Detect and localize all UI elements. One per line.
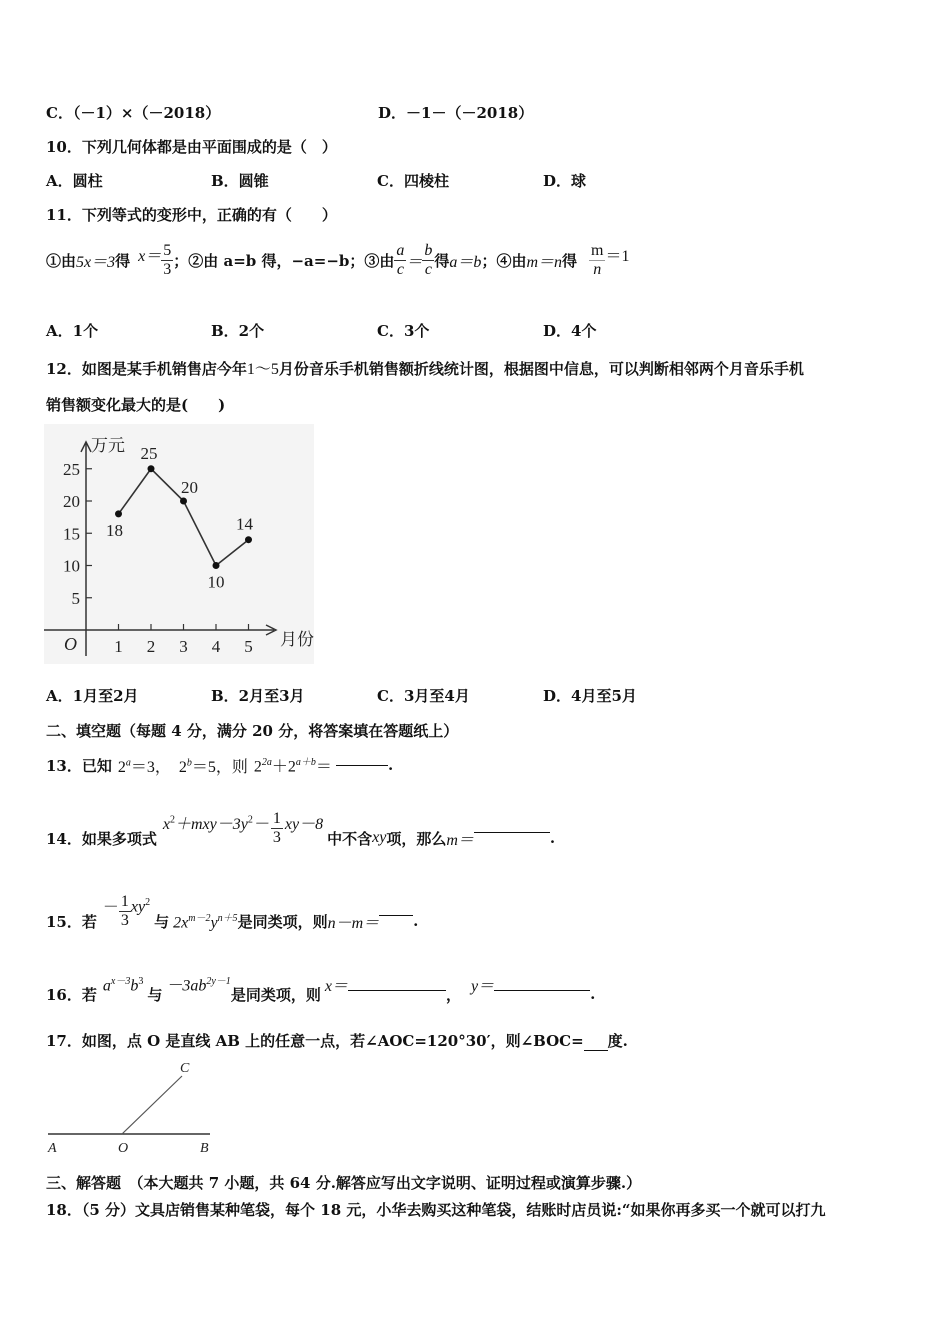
q17-stem-line [46,1030,628,1051]
q14-xy: xy [372,829,387,846]
q11-eq1: 5x＝3 [76,253,116,271]
q11-option-b: B．2个 [211,322,265,340]
q13-base-2: 2 [178,758,187,776]
q12-stem-line1 [46,356,804,379]
q11-meqn: m＝n [526,253,563,271]
q11-frac-a: a [396,241,405,259]
q11-text-6: 得 [562,251,578,270]
point-o-label: O [118,1141,129,1156]
q14-poly-a [163,811,269,834]
q16-end: . [590,985,596,1003]
q10-stem: 10．下列几何体都是由平面围成的是（ ） [46,138,337,156]
q11-option-c: C．3个 [377,322,430,340]
q13-exp-4: a＋b [295,757,316,769]
q12-option-b: B．2月至3月 [211,687,305,705]
q11-frac-num: 5 [163,241,172,259]
q15-end: . [413,912,419,930]
q13-base-3: 2 [253,758,262,776]
q12-stem-line2: 销售额变化最大的是( ) [46,396,226,414]
q11-frac-c2: c [424,260,432,278]
q11-frac-n: n [593,260,602,278]
q9-option-c: C．（－1）×（－2018） [46,104,221,122]
x-tick-label: 4 [211,637,221,656]
q13-expr-1 [118,754,171,777]
q12-stem-a: 12．如图是某手机销售店今年 [46,360,247,378]
q15-mid: 与 [154,912,170,931]
q11-aeqb: a＝b [449,253,482,271]
q13 [46,748,393,782]
data-label: 10 [207,572,225,592]
q13-answer-blank[interactable] [336,765,388,766]
q16-answer-blank-x[interactable] [348,990,446,991]
x-tick-label: 3 [179,637,188,656]
q13-end: . [387,756,394,774]
q16-mid2: 是同类项，则 [230,985,321,1004]
q9-option-d: D．－1－（－2018） [378,104,534,122]
q13-base-1: 2 [117,758,126,776]
q14-mid: 中不含 [327,829,373,848]
q17-end: 度. [607,1032,628,1050]
q11-eq-one: ＝1 [605,247,630,265]
q16-term-2 [166,972,230,995]
q14-frac-den: 3 [272,828,281,846]
q14-mid2: 项，那么 [386,829,447,848]
data-point [245,536,252,543]
q13-val-1: ＝3， [130,758,171,776]
q15 [46,886,418,936]
q15-answer-blank[interactable] [379,915,413,916]
q13-exp-2: b [186,757,192,769]
q15-sup-1: 2 [145,897,151,909]
q14-frac-num: 1 [272,809,281,827]
q11-stem: 11．下列等式的变形中，正确的有（ ） [46,206,337,224]
data-point [213,562,220,569]
y-axis-title: 万元 [91,435,125,455]
q16-term-1 [103,972,143,995]
sales-line-chart [44,424,314,664]
q12-stem-b: 月份音乐手机销售额折线统计图，根据图中信息，可以判断相邻两个月音乐手机 [278,360,804,378]
q10-option-c: C．四棱柱 [377,172,449,190]
q11-xeq: x＝ [138,247,162,265]
q15-term-2 [173,909,237,932]
q11-frac-a-c [394,242,406,279]
q16-sup-2: 3 [138,976,144,988]
q11-text-4: 得 [434,251,450,270]
q15-xy: xy [130,898,146,916]
data-point [115,510,122,517]
x-tick-label: 5 [244,637,253,656]
q14-poly-b: ＋mxy－3y [174,815,248,833]
q16-b: b [130,977,139,995]
q14-end: . [549,829,556,847]
q11-option-d: D．4个 [543,322,597,340]
q13-exp-3: 2a [261,757,272,769]
q11-frac-m: m [591,241,604,259]
q16-mid: 与 [147,985,163,1004]
q15-2x: 2x [173,914,189,932]
q15-sup-3: n＋5 [217,913,238,925]
data-label: 18 [106,520,123,540]
x-tick-label: 1 [114,637,123,656]
q15-nm: n－m＝ [327,914,380,932]
q14-sup-2: 2 [169,814,175,826]
data-label: 25 [140,443,158,463]
q11-frac-c: c [396,260,404,278]
x-axis-title: 月份 [280,630,314,649]
q14-lead: 14．如果多项式 [46,829,157,848]
q16-y: y＝ [470,977,495,995]
q15-frac-num: 1 [120,892,129,910]
point-a-label: A [48,1141,57,1156]
q11-text-1: ①由 [46,251,77,270]
q11-text-3: ；②由 a=b 得，−a=−b；③由 [173,251,395,270]
data-label: 20 [181,478,198,497]
q10-option-b: B．圆锥 [211,172,269,190]
q17-stem: 17．如图，点 O 是直线 AB 上的任意一点，若∠AOC=120°30′，则∠BOC= [46,1032,584,1050]
q11-frac-5-3 [161,242,173,279]
section-2-title: 二、填空题（每题 4 分，满分 20 分，将答案填在答题纸上） [46,722,459,740]
q14-x: x [162,815,170,833]
q15-mid2: 是同类项，则 [237,912,328,931]
q15-neg: － [102,898,119,916]
q15-sup-2: m－2 [188,913,211,925]
point-c-label: C [180,1061,190,1076]
q16-lead: 16．若 [46,985,97,1004]
q15-frac-den: 3 [120,911,129,929]
q16-sup-3: 2y－1 [206,976,231,988]
q11-frac-b-c [422,242,434,279]
q11-frac-den: 3 [163,260,172,278]
q11-frac-b: b [424,241,433,259]
q12-option-d: D．4月至5月 [543,687,637,705]
q13-expr-2 [179,754,248,777]
y-tick-label: 15 [63,524,80,544]
q11-text-2: 得 [115,251,131,270]
q14-frac-1-3 [271,810,283,847]
y-tick-label: 20 [63,492,80,511]
q14-m: m＝ [446,831,474,849]
q16-3ab: －3ab [166,977,207,995]
q13-exp-1: a [125,757,131,769]
x-tick-label: 2 [146,637,156,656]
q16-answer-blank-y[interactable] [494,990,590,991]
origin-label: O [64,634,77,654]
q13-val-2: ＝5，则 [191,758,248,776]
q16 [46,966,595,1006]
q11-frac-m-n [589,242,605,279]
q11-option-a: A．1个 [46,322,99,340]
data-point [148,465,155,472]
y-tick-label: 10 [63,556,80,576]
q11-frac-eq: ＝ [406,253,423,271]
ray-oc [122,1076,182,1134]
q14-poly-d: xy－8 [284,815,324,833]
q13-eq: ＝ [315,758,332,776]
q12-option-c: C．3月至4月 [377,687,470,705]
angle-diagram [44,1058,219,1158]
q12-stem-range: 1～5 [246,361,279,378]
q13-lead: 13．已知 [46,756,112,775]
q16-comma: ， [445,985,461,1004]
q16-a: a [102,977,111,995]
q15-frac-1-3 [119,893,131,930]
q16-sup-1: x－3 [110,976,131,988]
q15-term-1 [131,897,150,916]
q13-plus: ＋2 [271,758,296,776]
q13-expr-3 [254,753,332,776]
q10-option-a: A．圆柱 [46,172,103,190]
q15-lead: 15．若 [46,912,97,931]
q18-stem: 18．（5 分）文具店销售某种笔袋，每个 18 元，小华去购买这种笔袋，结账时店员说:“如果你再多买一个就可以打九 [46,1201,826,1219]
q14-minus: － [252,815,269,833]
q11-text-5: ；④由 [481,251,527,270]
q15-y: y [210,914,218,932]
point-b-label: B [200,1141,209,1156]
q12-option-a: A．1月至2月 [46,687,139,705]
data-point [180,498,187,505]
y-tick-label: 5 [71,588,80,608]
q10-option-d: D．球 [543,172,587,190]
data-label: 14 [236,514,253,534]
q14-sup-2b: 2 [247,814,253,826]
q14-answer-blank[interactable] [474,832,550,833]
q11-statements [46,238,630,282]
q14 [46,800,555,856]
y-tick-label: 25 [63,459,80,479]
q17-answer-blank[interactable] [584,1034,608,1051]
section-3-title: 三、解答题 （本大题共 7 小题，共 64 分.解答应写出文字说明、证明过程或演算步骤.） [46,1174,642,1192]
q16-x: x＝ [324,977,348,995]
